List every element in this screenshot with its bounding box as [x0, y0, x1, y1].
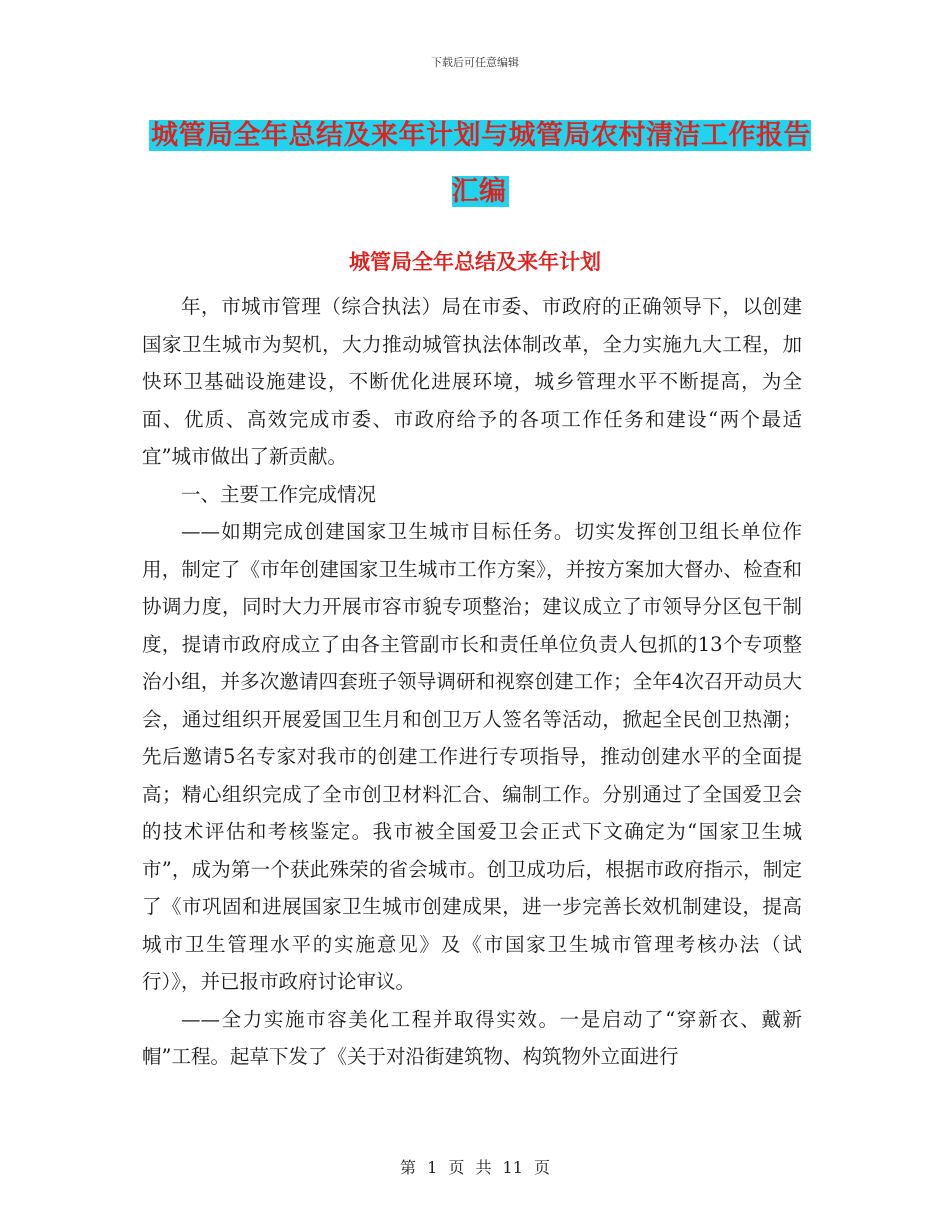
document-body — [142, 288, 802, 1076]
section-title: 城管局全年总结及来年计划 — [349, 249, 601, 274]
paragraph-intro: 年，市城市管理（综合执法）局在市委、市政府的正确领导下，以创建国家卫生城市为契机，大力推动城管执法体制改革，全力实施九大工程，加快环卫基础设施建设，不断优化进展环境，城乡管理水平不断提高，为全面、优质、高效完成市委、市政府给予的各项工作任务和建设“两个最适宜”城市做出了新贡献。 — [142, 295, 802, 468]
paragraph-heading: 一、主要工作完成情况 — [181, 482, 377, 506]
paragraph-creation: ——如期完成创建国家卫生城市目标任务。切实发挥创卫组长单位作用，制定了《市年创建国家卫生城市工作方案》，并按方案加大督办、检查和协调力度，同时大力开展市容市貌专项整治；建议成立了市领导分区包干制度，提请市政府成立了由各主管副市长和责任单位负责人包抓的13个专项整治小组，并多次邀请四套班子领导调研和视察创建工作；全年4次召开动员大会，通过组织开展爱国卫生月和创卫万人签名等活动，掀起全民创卫热潮；先后邀请5名专家对我市的创建工作进行专项指导，推动创建水平的全面提高；精心组织完成了全市创卫材料汇合、编制工作。分别通过了全国爱卫会的技术评估和考核鉴定。我市被全国爱卫会正式下文确定为“国家卫生城市”，成为第一个获此殊荣的省会城市。创卫成功后，根据市政府指示，制定了《市巩固和进展国家卫生城市创建成果，进一步完善长效机制建设，提高城市卫生管理水平的实施意见》及《市国家卫生城市管理考核办法（试行）》，并已报市政府讨论审议。 — [142, 520, 802, 993]
page-header: 下载后可任意编辑 — [431, 56, 519, 69]
paragraph-beautify: ——全力实施市容美化工程并取得实效。一是启动了“穿新衣、戴新帽”工程。起草下发了《关于对沿街建筑物、构筑物外立面进行 — [142, 1007, 802, 1068]
document-title-text: 城管局全年总结及来年计划与城管局农村清洁工作报告汇编 — [151, 120, 811, 207]
page-footer: 第 1 页 共 11 页 — [400, 1158, 550, 1177]
document-title — [140, 108, 820, 220]
